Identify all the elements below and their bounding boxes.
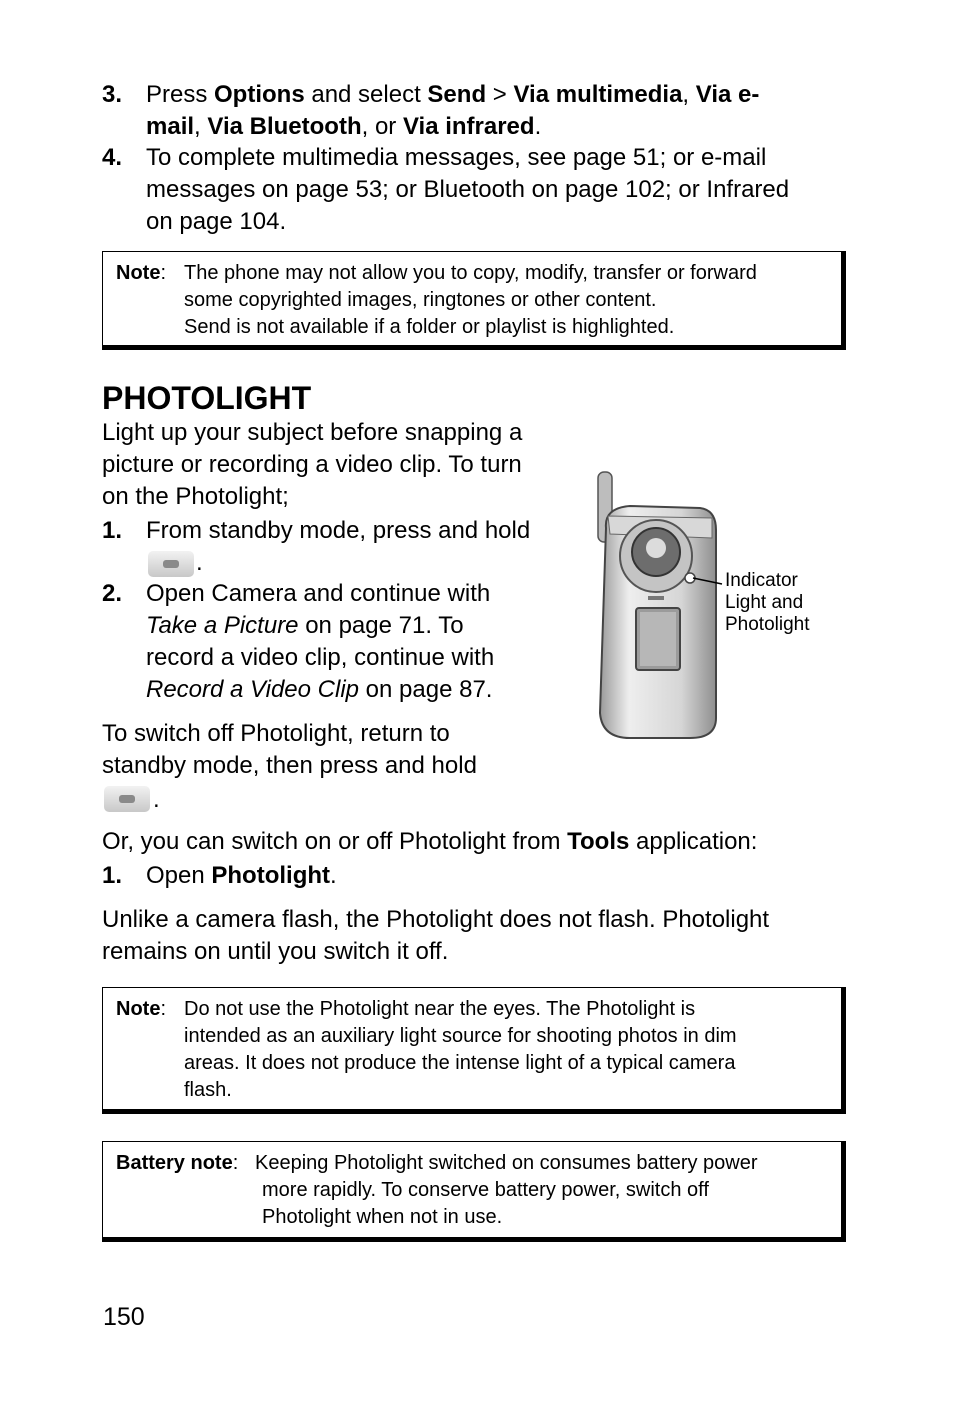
text-line: Unlike a camera flash, the Photolight does not flash. Photolight	[102, 906, 770, 933]
text: .	[534, 113, 542, 140]
colon: :	[232, 1152, 239, 1174]
step-text	[146, 610, 464, 642]
note-line: some copyrighted images, ringtones or other content.	[184, 289, 657, 311]
intro-line: Light up your subject before snapping a	[102, 419, 523, 446]
text: ,	[194, 113, 208, 140]
photolight-step-1	[102, 515, 572, 579]
note-line: flash.	[184, 1079, 232, 1101]
callout-line: Photolight	[725, 614, 810, 635]
step-number: 2.	[102, 580, 123, 607]
callout-label	[725, 570, 810, 636]
step-number: 1.	[102, 517, 123, 544]
text-line: standby mode, then press and hold	[102, 752, 477, 779]
photolight-key-icon	[104, 786, 150, 812]
note-line: The phone may not allow you to copy, modify, transfer or forward	[184, 262, 757, 284]
intro-line: on the Photolight;	[102, 483, 289, 510]
tools-label: Tools	[567, 828, 630, 855]
note-line: areas. It does not produce the intense light of a typical camera	[184, 1052, 736, 1074]
step-4-line-3: on page 104.	[146, 208, 287, 235]
text: .	[330, 862, 337, 889]
text: on page 71. To	[298, 612, 464, 639]
via-multimedia-label: Via multimedia	[513, 81, 683, 108]
text: application:	[629, 828, 758, 855]
note-line: Do not use the Photolight near the eyes. The Photolight is	[184, 998, 696, 1020]
period: .	[153, 786, 160, 813]
note-box-copyright	[102, 251, 846, 350]
text: Open	[146, 862, 212, 889]
text: , or	[361, 113, 403, 140]
options-label: Options	[214, 81, 305, 108]
switch-off-paragraph	[102, 718, 572, 814]
text-line: remains on until you switch it off.	[102, 938, 449, 965]
text-line: To switch off Photolight, return to	[102, 720, 450, 747]
note-line: intended as an auxiliary light source for shooting photos in dim	[184, 1025, 737, 1047]
via-email-label-cont: mail	[146, 113, 195, 140]
page-number: 150	[103, 1303, 145, 1331]
callout-line: Light and	[725, 592, 804, 613]
note-label	[116, 996, 166, 1023]
note-label	[116, 1150, 238, 1177]
photolight-key-icon	[148, 551, 194, 577]
note-label	[116, 260, 166, 287]
note-label-text: Note	[116, 998, 161, 1020]
text: on page 87.	[359, 676, 493, 703]
text: ,	[682, 81, 696, 108]
note-line: Send is not available if a folder or playlist is highlighted.	[184, 316, 675, 338]
via-email-label: Via e-	[695, 81, 760, 108]
text: Or, you can switch on or off Photolight from	[102, 828, 568, 855]
step-3-line-2	[146, 111, 541, 143]
step-text: Open Camera and continue with	[146, 580, 491, 607]
step-3-line-1	[146, 79, 759, 111]
tools-paragraph	[102, 826, 757, 858]
phone-illustration	[590, 468, 840, 743]
note-label-text: Note	[116, 262, 161, 284]
record-video-clip-ref: Record a Video Clip	[146, 676, 360, 703]
note-line: Keeping Photolight switched on consumes battery power	[255, 1152, 758, 1174]
colon: :	[160, 998, 167, 1020]
note-box-eyes	[102, 987, 846, 1114]
text: >	[486, 81, 514, 108]
step-4-line-1: To complete multimedia messages, see page 51; or e-mail	[146, 144, 767, 171]
step-text	[146, 674, 492, 706]
text: and select	[304, 81, 428, 108]
step-text	[146, 860, 337, 892]
step-number: 4.	[102, 144, 123, 171]
step-number: 3.	[102, 81, 123, 108]
note-line: more rapidly. To conserve battery power, switch off	[262, 1179, 709, 1201]
photolight-app-label: Photolight	[211, 862, 331, 889]
intro-line: picture or recording a video clip. To turn	[102, 451, 522, 478]
step-text: From standby mode, press and hold	[146, 517, 531, 544]
colon: :	[160, 262, 167, 284]
section-title: PHOTOLIGHT	[102, 380, 312, 416]
note-label-text: Battery note	[116, 1152, 233, 1174]
via-bluetooth-label: Via Bluetooth	[207, 113, 362, 140]
step-4-line-2: messages on page 53; or Bluetooth on page 102; or Infrared	[146, 176, 790, 203]
tools-step-1	[102, 860, 802, 892]
step-text: record a video clip, continue with	[146, 644, 495, 671]
note-line: Photolight when not in use.	[262, 1206, 503, 1228]
callout-line: Indicator	[725, 570, 798, 591]
intro-paragraph	[102, 417, 572, 513]
battery-note-box	[102, 1141, 846, 1242]
period: .	[196, 549, 203, 576]
step-number: 1.	[102, 862, 123, 889]
send-label: Send	[427, 81, 487, 108]
via-infrared-label: Via infrared	[402, 113, 535, 140]
text: Press	[146, 81, 215, 108]
unlike-paragraph	[102, 904, 769, 968]
take-a-picture-ref: Take a Picture	[146, 612, 299, 639]
